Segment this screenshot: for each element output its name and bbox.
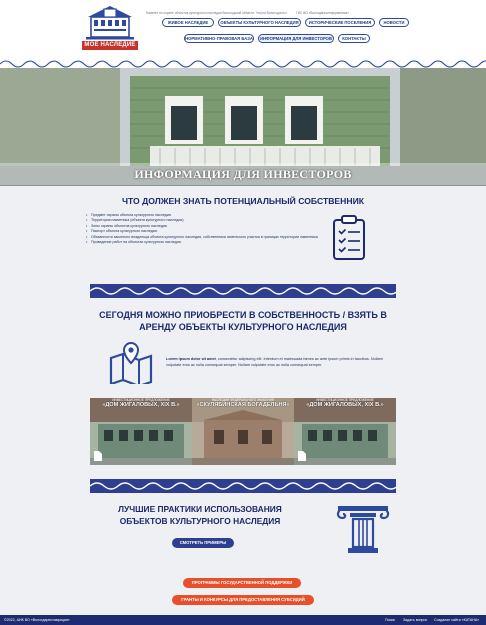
owner-info-list (86, 213, 326, 245)
section-practices-title-line2: ОБЪЕКТОВ КУЛЬТУРНОГО НАСЛЕДИЯ (119, 516, 281, 526)
offer-card-zhigalov-2[interactable] (294, 398, 396, 465)
nav-item-news[interactable]: НОВОСТИ (379, 18, 409, 27)
nav-item-contacts[interactable]: КОНТАКТЫ (338, 34, 370, 43)
offer-card-title: «ДОМ ЖИГАЛОВЫХ, XIX В.» (306, 402, 384, 408)
offer-card-caption (294, 398, 396, 420)
org-line-committee[interactable]: Комитет по охране объектов культурного наследия Вологодской области (146, 11, 254, 15)
document-icon (94, 451, 102, 461)
nav-item-legal-base[interactable]: НОРМАТИВНО-ПРАВОВАЯ БАЗА (185, 36, 253, 41)
section-owner-title: ЧТО ДОЛЖЕН ЗНАТЬ ПОТЕНЦИАЛЬНЫЙ СОБСТВЕННИК (121, 196, 364, 206)
view-examples-button[interactable]: СМОТРЕТЬ ПРИМЕРЫ (172, 538, 234, 548)
offer-card-title: «СКУЛЯБИНСКАЯ БОГАДЕЛЬНЯ» (196, 402, 290, 408)
org-line-gis[interactable]: ГИС ВО «Вологдагеоинформатика» (296, 11, 350, 15)
acquire-description (166, 357, 396, 368)
list-item[interactable]: • Территория памятника (объекта культурного наследия) (86, 218, 326, 223)
document-icon (298, 451, 306, 461)
offer-card-subtitle: ИНВЕСТИЦИОННОЕ ПРЕДЛОЖЕНИЕ (112, 398, 170, 402)
section-practices-title (100, 503, 300, 527)
offer-card-title: «ДОМ ЖИГАЛОВЫХ, XIX В.» (102, 402, 180, 408)
section-practices-title-line1: ЛУЧШИЕ ПРАКТИКИ ИСПОЛЬЗОВАНИЯ (118, 504, 282, 514)
list-item[interactable]: • Паспорт объекта культурного наследия (86, 229, 326, 234)
column-icon (336, 500, 390, 556)
clipboard-checklist-icon (332, 215, 366, 261)
ornament-band-2 (90, 479, 396, 493)
site-footer (0, 615, 486, 625)
offer-card-subtitle: НАСЛЕДИЯ ФЕДЕРАЛЬНОГО ЗНАЧЕНИЯ (211, 398, 275, 402)
org-line-services[interactable]: Услуги Вологодского (256, 11, 287, 15)
section-acquire-title-line1: СЕГОДНЯ МОЖНО ПРИОБРЕСТИ В СОБСТВЕННОСТЬ / ВЗЯТЬ В (99, 310, 387, 320)
acquire-description-bold: Lorem ipsum dolor sit amet (166, 357, 216, 361)
list-item[interactable]: • Обязанности законного владельца объекта культурного наследия, собственника земельного участка в границах территории памятника (86, 235, 326, 240)
footer-link-search[interactable]: Поиск (385, 618, 395, 622)
section-acquire-title (0, 309, 486, 333)
list-item[interactable]: • Зоны охраны объектов культурного наследия (86, 224, 326, 229)
hero-banner (0, 68, 486, 186)
offer-card-caption (192, 398, 294, 420)
offer-card-zhigalov-1[interactable] (90, 398, 192, 465)
footer-link-site-creator[interactable]: Создание сайта «КАТАНА» (434, 618, 480, 622)
manor-icon (82, 5, 138, 41)
state-support-programs-button[interactable]: ПРОГРАММЫ ГОСУДАРСТВЕННОЙ ПОДДЕРЖКИ (183, 578, 301, 588)
offer-card-subtitle: ИНВЕСТИЦИОННОЕ ПРЕДЛОЖЕНИЕ (316, 398, 374, 402)
hero-title: ИНФОРМАЦИЯ ДЛЯ ИНВЕСТОРОВ (0, 163, 486, 185)
acquire-description-rest: , consectetur adipiscing elit. Interdum et malesuada fames ac ante ipsum primis in faucibus. Nullam vulputate eros ac nulla consequat semper. Nullam vulputate eros ac nulla consequat semper. (166, 357, 383, 367)
site-logo[interactable] (82, 5, 138, 53)
list-item[interactable]: • Предмет охраны объекта культурного наследия (86, 213, 326, 218)
nav-item-historic-settlements[interactable]: ИСТОРИЧЕСКИЕ ПОСЕЛЕНИЯ (305, 18, 375, 27)
ornament-band-1 (90, 284, 396, 298)
footer-copyright: ©2022, АИК ВО «Вологдареставрация» (4, 618, 70, 622)
list-item[interactable]: • Проведение работ на объектах культурного наследия (86, 240, 326, 245)
nav-item-living-heritage[interactable]: ЖИВОЕ НАСЛЕДИЕ (162, 18, 214, 27)
section-acquire-title-line2: АРЕНДУ ОБЪЕКТЫ КУЛЬТУРНОГО НАСЛЕДИЯ (139, 322, 347, 332)
main-nav (160, 18, 410, 52)
nav-item-investors[interactable]: ИНФОРМАЦИЯ ДЛЯ ИНВЕСТОРОВ (258, 34, 334, 43)
logo-caption: МОЕ НАСЛЕДИЕ (82, 41, 138, 50)
nav-item-heritage-objects[interactable]: ОБЪЕКТЫ КУЛЬТУРНОГО НАСЛЕДИЯ (218, 18, 301, 27)
map-location-icon (108, 340, 154, 384)
offer-card-caption (90, 398, 192, 420)
offers-carousel (90, 398, 396, 465)
site-header (0, 0, 486, 58)
offer-card-almshouse[interactable] (192, 398, 294, 465)
footer-link-ask-question[interactable]: Задать вопрос (403, 618, 428, 622)
grants-contests-button[interactable]: ГРАНТЫ И КОНКУРСЫ ДЛЯ ПРЕДОСТАВЛЕНИЯ СУБСИДИЙ (172, 595, 314, 605)
